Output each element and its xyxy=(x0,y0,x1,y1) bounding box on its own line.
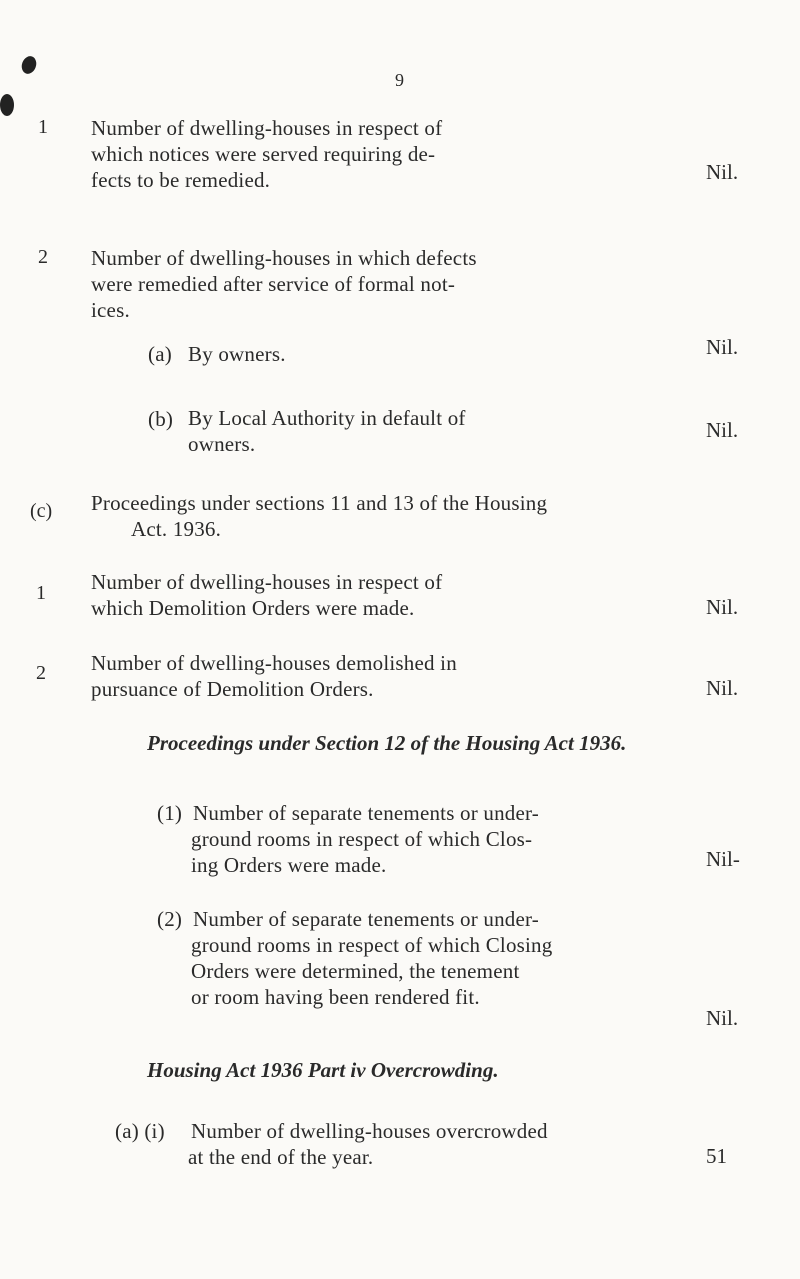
text-line: Number of separate tenements or under- xyxy=(193,907,539,931)
item-number: (c) xyxy=(30,500,53,522)
sub-label: (2) xyxy=(157,907,183,931)
text-line: Number of dwelling-houses in respect of xyxy=(91,570,443,594)
text-line: Orders were determined, the tenement xyxy=(191,959,520,983)
text-line: By owners. xyxy=(188,342,286,366)
sub-label: (a) (i) xyxy=(115,1119,165,1143)
sub-label: (1) xyxy=(157,801,183,825)
item-text xyxy=(91,115,442,193)
item-text xyxy=(91,569,442,621)
text-line: at the end of the year. xyxy=(188,1145,374,1169)
text-line: owners. xyxy=(188,432,256,456)
item-number: 2 xyxy=(38,246,48,268)
text-line: Number of dwelling-houses overcrowded xyxy=(191,1119,548,1143)
text-line: fects to be remedied. xyxy=(91,168,271,192)
item-value: Nil. xyxy=(706,595,739,619)
sub-label: (b) xyxy=(148,407,174,431)
item-value: Nil. xyxy=(706,160,739,184)
item-text xyxy=(188,1118,548,1170)
item-value: 51 xyxy=(706,1144,727,1168)
item-text xyxy=(91,490,547,542)
item-number: 1 xyxy=(38,116,48,138)
item-text xyxy=(188,341,286,367)
page-number: 9 xyxy=(395,70,404,90)
item-text xyxy=(188,405,466,457)
text-line: Number of dwelling-houses in which defects xyxy=(91,246,477,270)
item-text xyxy=(91,245,477,323)
text-line: By Local Authority in default of xyxy=(188,406,466,430)
item-value: Nil. xyxy=(706,1006,739,1030)
text-line: pursuance of Demolition Orders. xyxy=(91,677,374,701)
text-line: Number of dwelling-houses demolished in xyxy=(91,651,457,675)
text-line: ground rooms in respect of which Clos- xyxy=(191,827,533,851)
text-line: were remedied after service of formal not- xyxy=(91,272,456,296)
sub-label: (a) xyxy=(148,342,172,366)
text-line: which notices were served requiring de- xyxy=(91,142,436,166)
text-line: Act. 1936. xyxy=(131,517,222,541)
item-number: 1 xyxy=(36,582,46,604)
item-value: Nil. xyxy=(706,418,739,442)
text-line: ing Orders were made. xyxy=(191,853,387,877)
text-line: or room having been rendered fit. xyxy=(191,985,480,1009)
item-value: Nil. xyxy=(706,676,739,700)
item-value: Nil. xyxy=(706,335,739,359)
binding-mark-top xyxy=(19,54,38,76)
text-line: which Demolition Orders were made. xyxy=(91,596,415,620)
text-line: Proceedings under sections 11 and 13 of the Housing xyxy=(91,491,548,515)
item-text xyxy=(193,800,539,878)
item-number: 2 xyxy=(36,662,46,684)
section-heading: Housing Act 1936 Part iv Overcrowding. xyxy=(147,1058,499,1082)
binding-mark-second xyxy=(0,94,14,116)
text-line: Number of dwelling-houses in respect of xyxy=(91,116,443,140)
text-line: ground rooms in respect of which Closing xyxy=(191,933,553,957)
item-value: Nil- xyxy=(706,847,740,871)
section-heading: Proceedings under Section 12 of the Housing Act 1936. xyxy=(147,731,627,755)
text-line: ices. xyxy=(91,298,130,322)
item-text xyxy=(193,906,552,1010)
text-line: Number of separate tenements or under- xyxy=(193,801,539,825)
item-text xyxy=(91,650,457,702)
